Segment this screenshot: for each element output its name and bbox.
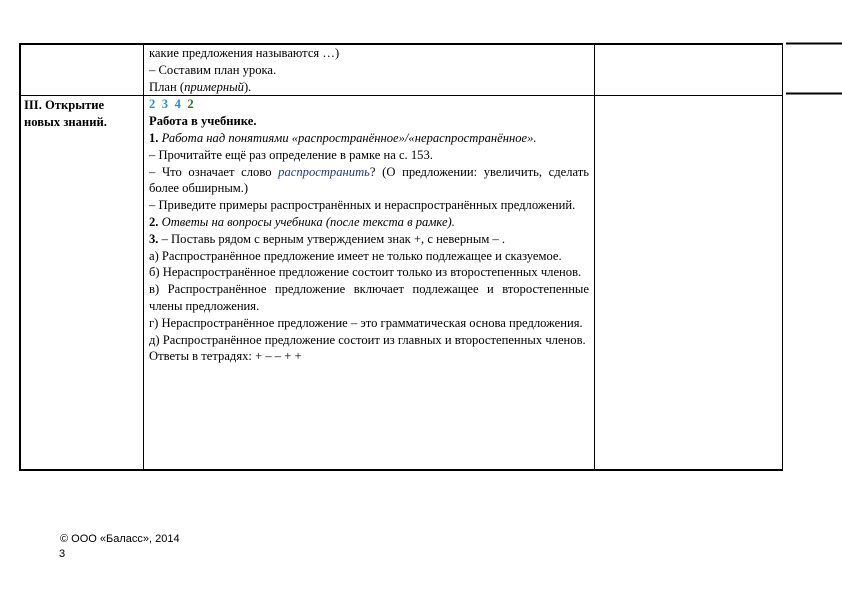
task-text: – Поставь рядом с верным утверждением знак +, с неверным – .	[158, 231, 506, 246]
answers-label: Ответы в тетрадях:	[149, 349, 256, 364]
content-cell-new-knowledge	[144, 96, 595, 471]
table-row	[20, 96, 783, 471]
task-number: 2.	[149, 214, 159, 229]
lesson-plan-table	[19, 43, 783, 471]
statement-option: д) Распространённое предложение состоит из главных и второстепенных членов.	[149, 332, 586, 347]
stage-cell	[20, 96, 144, 471]
line-suffix: ? (О предложении: увеличить, сделать более обширным.)	[149, 164, 589, 196]
mark-number: 2	[149, 97, 156, 112]
plan-italic: примерный	[184, 79, 244, 94]
content-cell-intro	[144, 44, 595, 96]
task-line: – Прочитайте ещё раз определение в рамке на с. 153.	[149, 147, 433, 162]
section-heading: Работа в учебнике.	[149, 114, 257, 129]
task-text: Работа над понятиями «распространённое»/«нераспространённое».	[161, 130, 537, 145]
answers-value: + – – + +	[255, 349, 302, 364]
answers-line	[149, 348, 589, 365]
task-1	[149, 130, 589, 147]
term-word: распространить	[278, 164, 370, 179]
task-2	[149, 214, 589, 231]
footer-copyright: © ООО «Баласс», 2014	[60, 533, 180, 545]
plan-suffix: ).	[243, 79, 252, 94]
mark-number: 3	[161, 97, 169, 112]
intro-line: какие предложения называются …)	[149, 46, 340, 60]
task-text: Ответы на вопросы учебника (после текста в рамке).	[161, 214, 455, 229]
table-row	[20, 44, 783, 96]
task-line: – Приведите примеры распространённых и нераспространённых предложений.	[149, 198, 576, 213]
page-number: 3	[59, 548, 66, 560]
stage-title: III. Открытие новых знаний.	[24, 98, 107, 130]
notes-cell	[595, 44, 783, 96]
line-prefix: – Что означает слово	[149, 164, 279, 179]
statement-option: в) Распространённое предложение включает подлежащее и второстепенные члены предложения.	[149, 282, 589, 313]
plan-prefix: План (	[149, 79, 185, 94]
plan-line	[149, 79, 589, 96]
stage-cell-empty	[20, 44, 144, 96]
task-3	[149, 231, 589, 248]
intro-line: – Составим план урока.	[149, 62, 277, 77]
task-number: 1.	[149, 130, 159, 145]
notes-cell	[595, 96, 783, 471]
statement-option: а) Распространённое предложение имеет не только подлежащее и сказуемое.	[149, 248, 562, 263]
statement-option: г) Нераспространённое предложение – это грамматическая основа предложения.	[149, 315, 583, 330]
difficulty-marks	[149, 96, 589, 113]
mark-number: 2	[187, 97, 195, 112]
statement-option: б) Нераспространённое предложение состоит только из второстепенных членов.	[149, 265, 582, 280]
task-line	[149, 164, 589, 198]
task-number: 3.	[149, 231, 159, 246]
mark-number: 4	[174, 97, 182, 112]
